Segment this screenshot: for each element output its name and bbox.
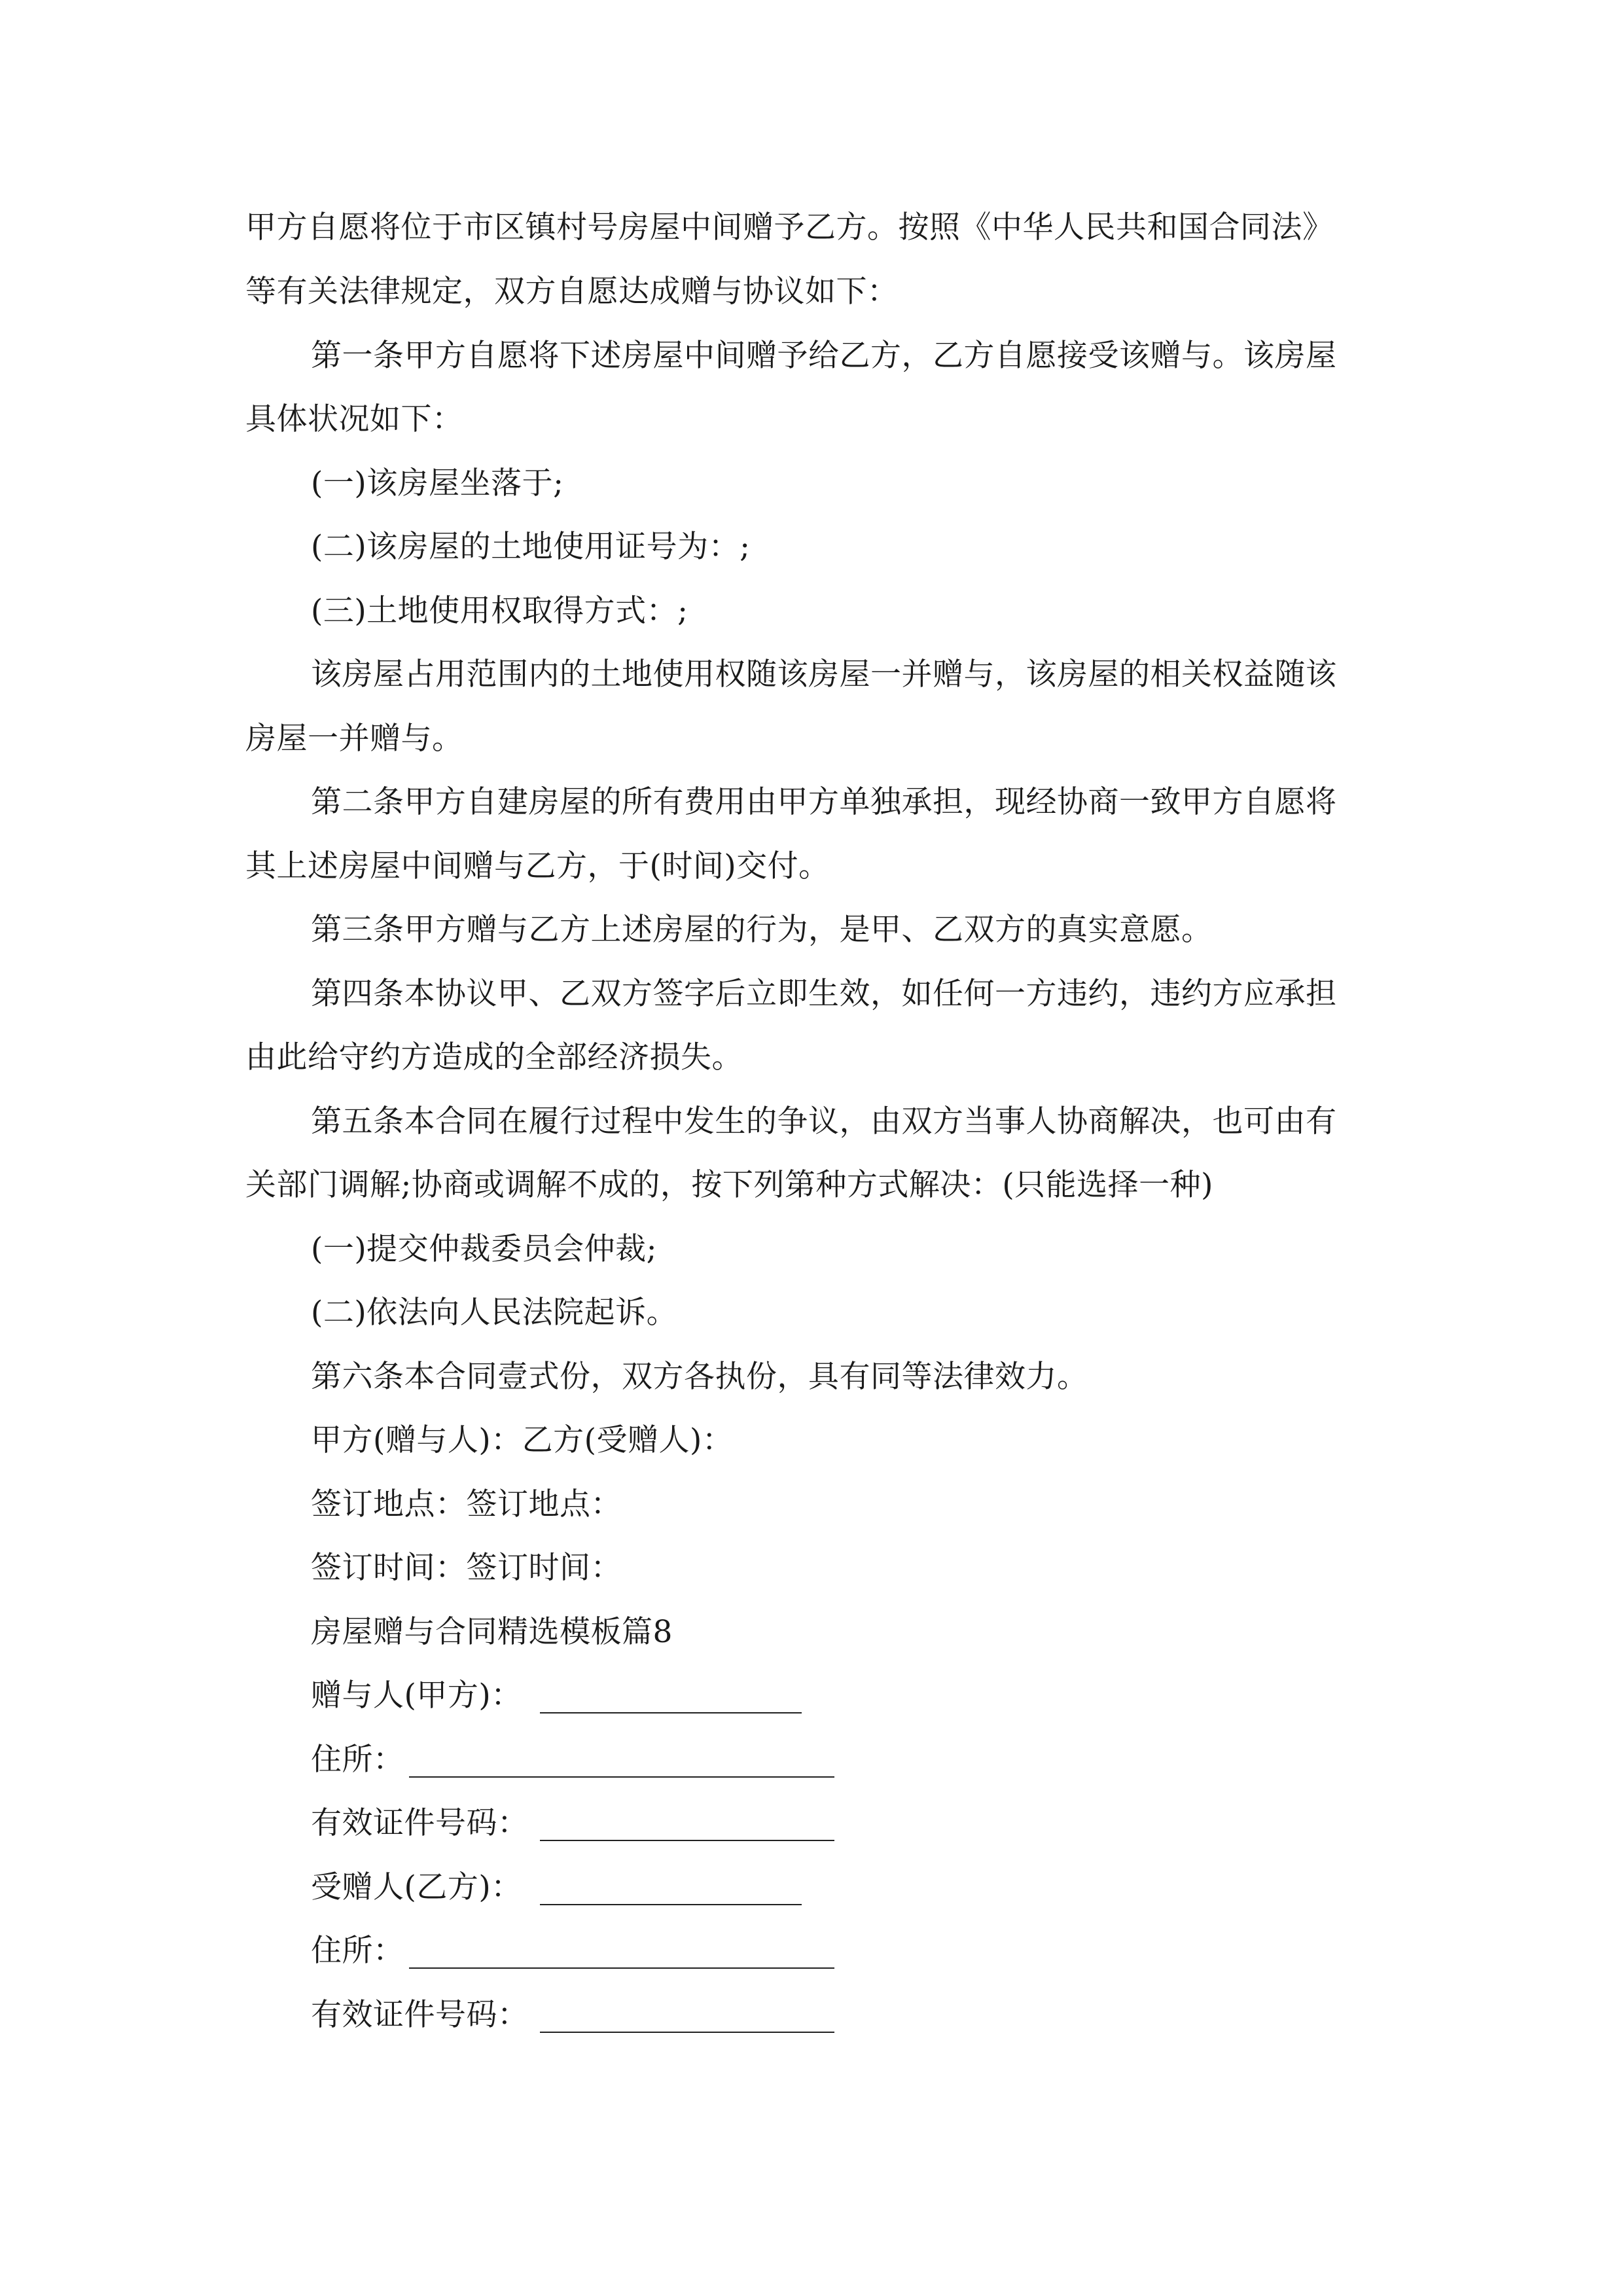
donee-label: 受赠人(乙方)： [311,1869,522,1905]
donee-address-label: 住所： [311,1933,404,1969]
donee-blank-line[interactable] [540,1904,802,1905]
paragraph-intro-line-2: 等有关法律规定，双方自愿达成赠与协议如下： [245,274,899,310]
article-6: 第六条本合同壹式份，双方各执份，具有同等法律效力。 [311,1359,1088,1395]
article-5-line-2: 关部门调解;协商或调解不成的，按下列第种方式解决：(只能选择一种) [245,1167,1214,1203]
signature-parties: 甲方(赠与人)：乙方(受赠人)： [311,1422,734,1458]
section-heading: 房屋赠与合同精选模板篇8 [311,1614,673,1650]
dispute-option-2: (二)依法向人民法院起诉。 [311,1295,678,1331]
donor-id-blank-line[interactable] [540,1840,834,1841]
article-1-line-2: 具体状况如下： [245,401,463,437]
article-2-line-2: 其上述房屋中间赠与乙方，于(时间)交付。 [245,848,830,884]
donee-id-label: 有效证件号码： [311,1997,529,2033]
article-4-line-1: 第四条本协议甲、乙双方签字后立即生效，如任何一方违约，违约方应承担 [311,976,1337,1012]
article-5-line-1: 第五条本合同在履行过程中发生的争议，由双方当事人协商解决，也可由有 [311,1103,1337,1139]
donor-label: 赠与人(甲方)： [311,1677,522,1713]
signing-time: 签订时间：签订时间： [311,1550,622,1586]
signing-place: 签订地点：签订地点： [311,1486,622,1522]
item-1-location: (一)该房屋坐落于; [311,465,564,501]
donee-address-blank-line[interactable] [409,1967,834,1969]
paragraph-intro-line-1: 甲方自愿将位于市区镇村号房屋中间赠予乙方。按照《中华人民共和国合同法》 [245,209,1334,245]
article-2-line-1: 第二条甲方自建房屋的所有费用由甲方单独承担，现经协商一致甲方自愿将 [311,784,1337,820]
item-3-land-use-right: (三)土地使用权取得方式：; [311,593,688,629]
land-right-line-2: 房屋一并赠与。 [245,721,463,757]
article-4-line-2: 由此给守约方造成的全部经济损失。 [245,1039,743,1075]
dispute-option-1: (一)提交仲裁委员会仲裁; [311,1231,658,1267]
donee-id-blank-line[interactable] [540,2032,834,2033]
article-1-line-1: 第一条甲方自愿将下述房屋中间赠予给乙方，乙方自愿接受该赠与。该房屋 [311,338,1337,374]
item-2-land-certificate: (二)该房屋的土地使用证号为：; [311,529,751,565]
donor-address-label: 住所： [311,1742,404,1778]
donor-id-label: 有效证件号码： [311,1805,529,1841]
land-right-line-1: 该房屋占用范围内的土地使用权随该房屋一并赠与，该房屋的相关权益随该 [311,656,1337,692]
donor-address-blank-line[interactable] [409,1776,834,1778]
donor-blank-line[interactable] [540,1712,802,1713]
article-3: 第三条甲方赠与乙方上述房屋的行为，是甲、乙双方的真实意愿。 [311,912,1213,948]
